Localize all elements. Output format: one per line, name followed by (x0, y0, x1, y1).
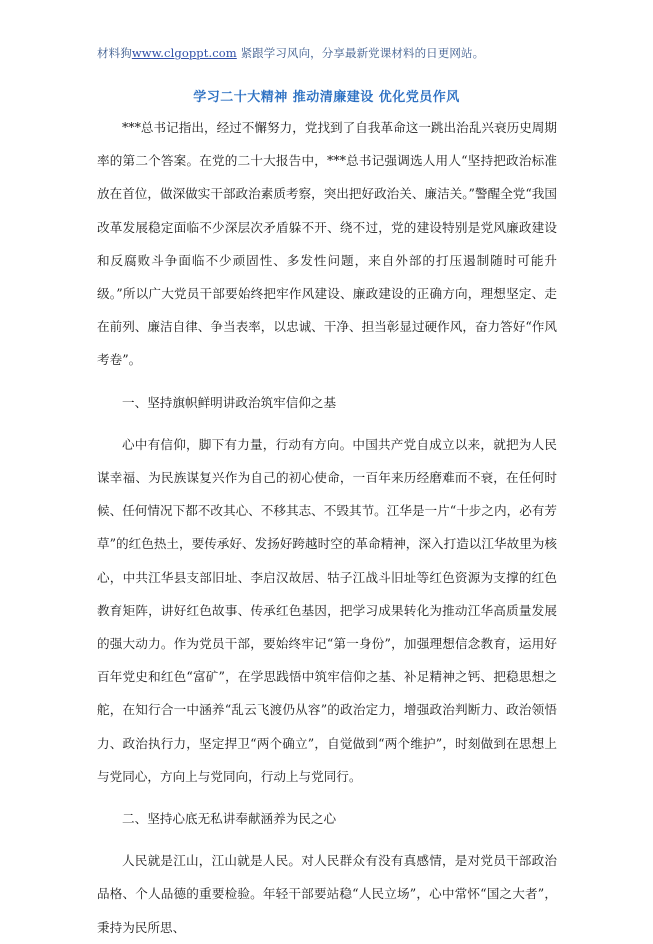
section2-heading: 二、坚持心底无私讲奉献涵养为民之心 (122, 811, 337, 827)
document-body (97, 111, 557, 944)
section2-paragraph: 人民就是江山，江山就是人民。对人民群众有没有真感情，是对党员干部政治品格、个人品德的重要检验。年轻干部要站稳“人民立场”，心中常怀“国之大者”，秉持为民所思、 (97, 853, 557, 935)
section1-paragraph: 心中有信仰，脚下有力量，行动有方向。中国共产党自成立以来，就把为人民谋幸福、为民族谋复兴作为自己的初心使命，一百年来历经磨难而不衰，在任何时候、任何情况下都不改其心、不移其志、不毁其节。江华是一片“十步之内，必有芳草”的红色热土，要传承好、发扬好跨越时空的革命精神，深入打造以江华故里为核心，中共江华县支部旧址、李启汉故居、牯子江战斗旧址等红色资源为支撑的红色教育矩阵，讲好红色故事、传承红色基因，把学习成果转化为推动江华高质量发展的强大动力。作为党员干部，要始终牢记“第一身份”，加强理想信念教育，运用好百年党史和红色“富矿”，在学思践悟中筑牢信仰之基、补足精神之钙、把稳思想之舵，在知行合一中涵养“乱云飞渡仍从容”的政治定力，增强政治判断力、政治领悟力、政治执行力，坚定捍卫“两个确立”，自觉做到“两个维护”，时刻做到在思想上与党同心，方向上与党同向，行动上与党同行。 (97, 436, 557, 784)
intro-paragraph: ***总书记指出，经过不懈努力，党找到了自我革命这一跳出治乱兴衰历史周期率的第二个答案。在党的二十大报告中，***总书记强调选人用人“坚持把政治标准放在首位，做深做实干部政治素质考察，突出把好政治关、廉洁关。”警醒全党“我国改革发展稳定面临不少深层次矛盾躲不开、绕不过，党的建设特别是党风廉政建设和反腐败斗争面临不少顽固性、多发性问题，来自外部的打压遏制随时可能升级。”所以广大党员干部要始终把牢作风建设、廉政建设的正确方向，理想坚定、走在前列、廉洁自律、争当表率，以忠诚、干净、担当彰显过硬作风，奋力答好“作风考卷”。 (97, 120, 557, 368)
document-title: 学习二十大精神 推动清廉建设 优化党员作风 (193, 90, 460, 105)
site-header (97, 45, 484, 61)
section1-heading: 一、坚持旗帜鲜明讲政治筑牢信仰之基 (122, 394, 337, 410)
header-suffix: 紧跟学习风向，分享最新党课材料的日更网站。 (236, 46, 485, 60)
header-prefix: 材料狗 (97, 46, 132, 60)
site-link[interactable]: www.clgoppt.com (131, 46, 237, 60)
